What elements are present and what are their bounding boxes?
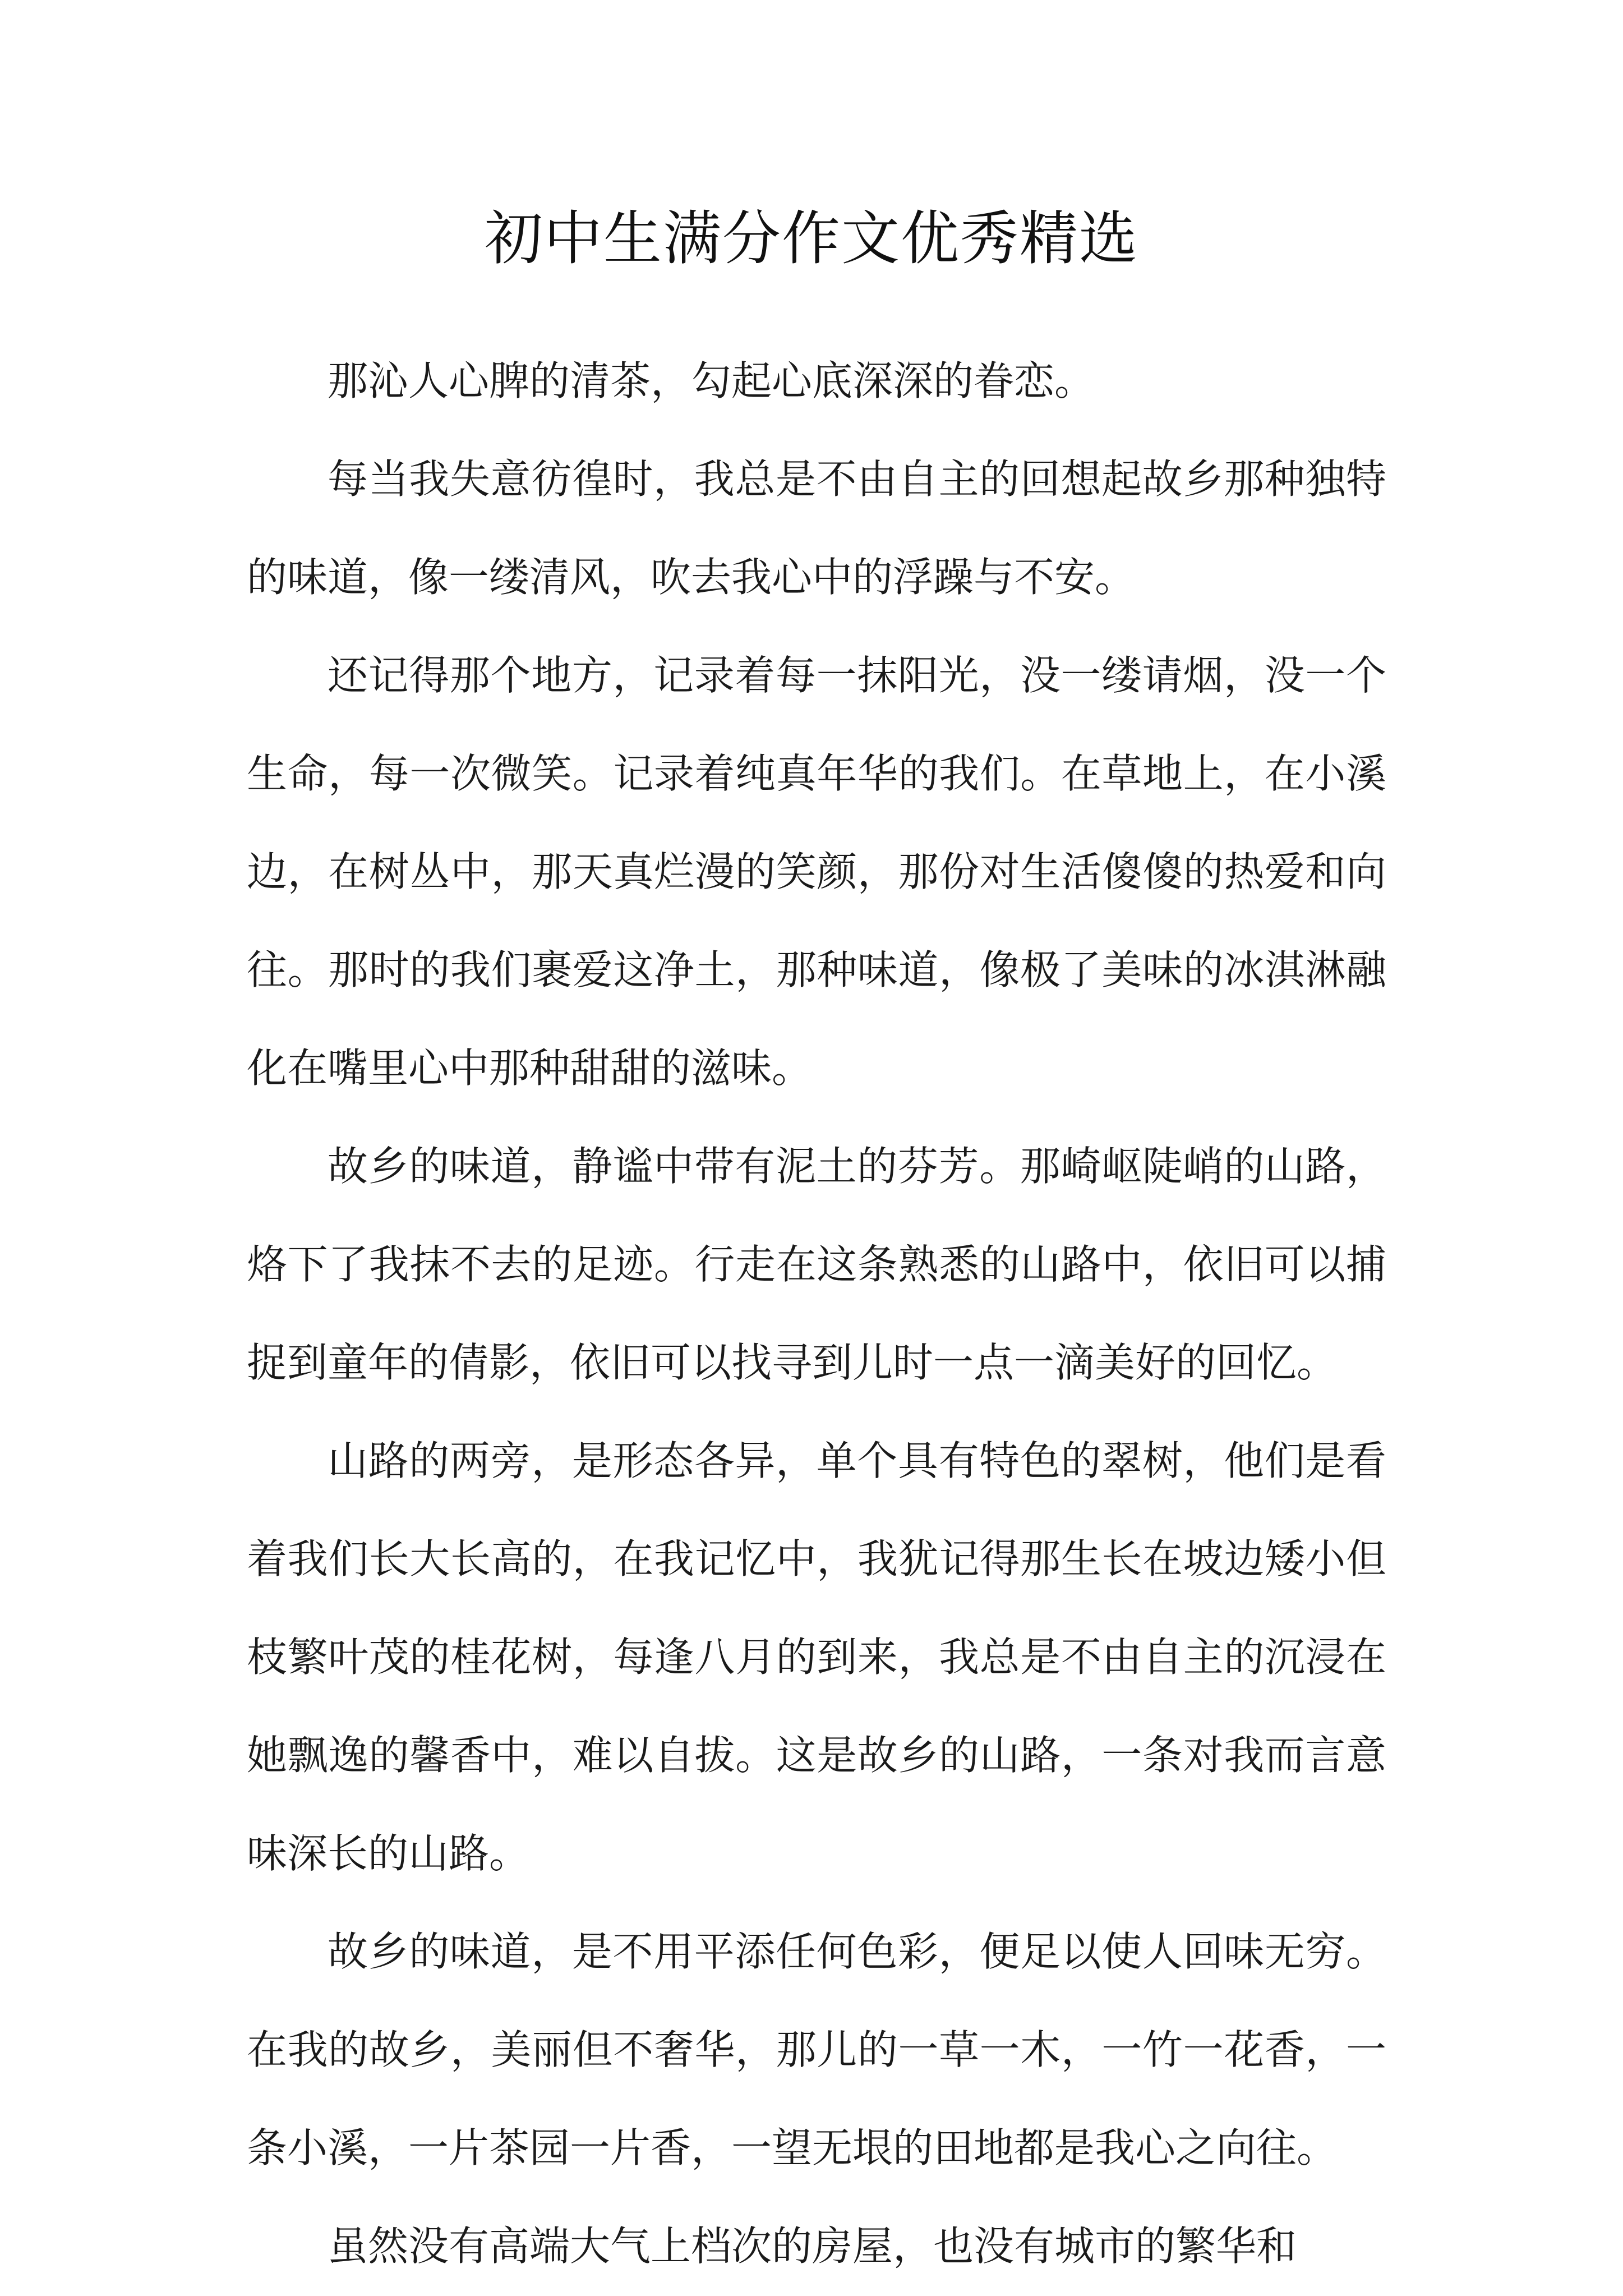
paragraph-7: 虽然没有高端大气上档次的房屋，也没有城市的繁华和 (328, 2223, 1297, 2270)
paragraph-5: 山路的两旁，是形态各异，单个具有特色的翠树，他们是看着我们长大长高的，在我记忆中，我犹记得那生长在坡边矮小但枝繁叶茂的桂花树，每逢八月的到来，我总是不由自主的沉浸在她飘逸的馨香中，难以自拔。这是故乡的山路，一条对我而言意味深长的山路。 (247, 1437, 1386, 1877)
document-body (247, 332, 1386, 2295)
paragraph-2: 每当我失意彷徨时，我总是不由自主的回想起故乡那种独特的味道，像一缕清风，吹去我心中的浮躁与不安。 (247, 455, 1386, 601)
paragraph-1: 那沁人心脾的清茶，勾起心底深深的眷恋。 (328, 357, 1095, 404)
paragraph-4: 故乡的味道，静谧中带有泥土的芬芳。那崎岖陡峭的山路，烙下了我抹不去的足迹。行走在这条熟悉的山路中，依旧可以捕捉到童年的倩影，依旧可以找寻到儿时一点一滴美好的回忆。 (247, 1143, 1386, 1386)
paragraph-6: 故乡的味道，是不用平添任何色彩，便足以使人回味无穷。在我的故乡，美丽但不奢华，那儿的一草一木，一竹一花香，一条小溪，一片茶园一片香，一望无垠的田地都是我心之向往。 (247, 1928, 1386, 2171)
paragraph-3: 还记得那个地方，记录着每一抹阳光，没一缕请烟，没一个生命，每一次微笑。记录着纯真年华的我们。在草地上，在小溪边，在树丛中，那天真烂漫的笑颜，那份对生活傻傻的热爱和向往。那时的我们裹爱这净土，那种味道，像极了美味的冰淇淋融化在嘴里心中那种甜甜的滋味。 (247, 652, 1386, 1092)
document-title: 初中生满分作文优秀精选 (484, 204, 1138, 273)
